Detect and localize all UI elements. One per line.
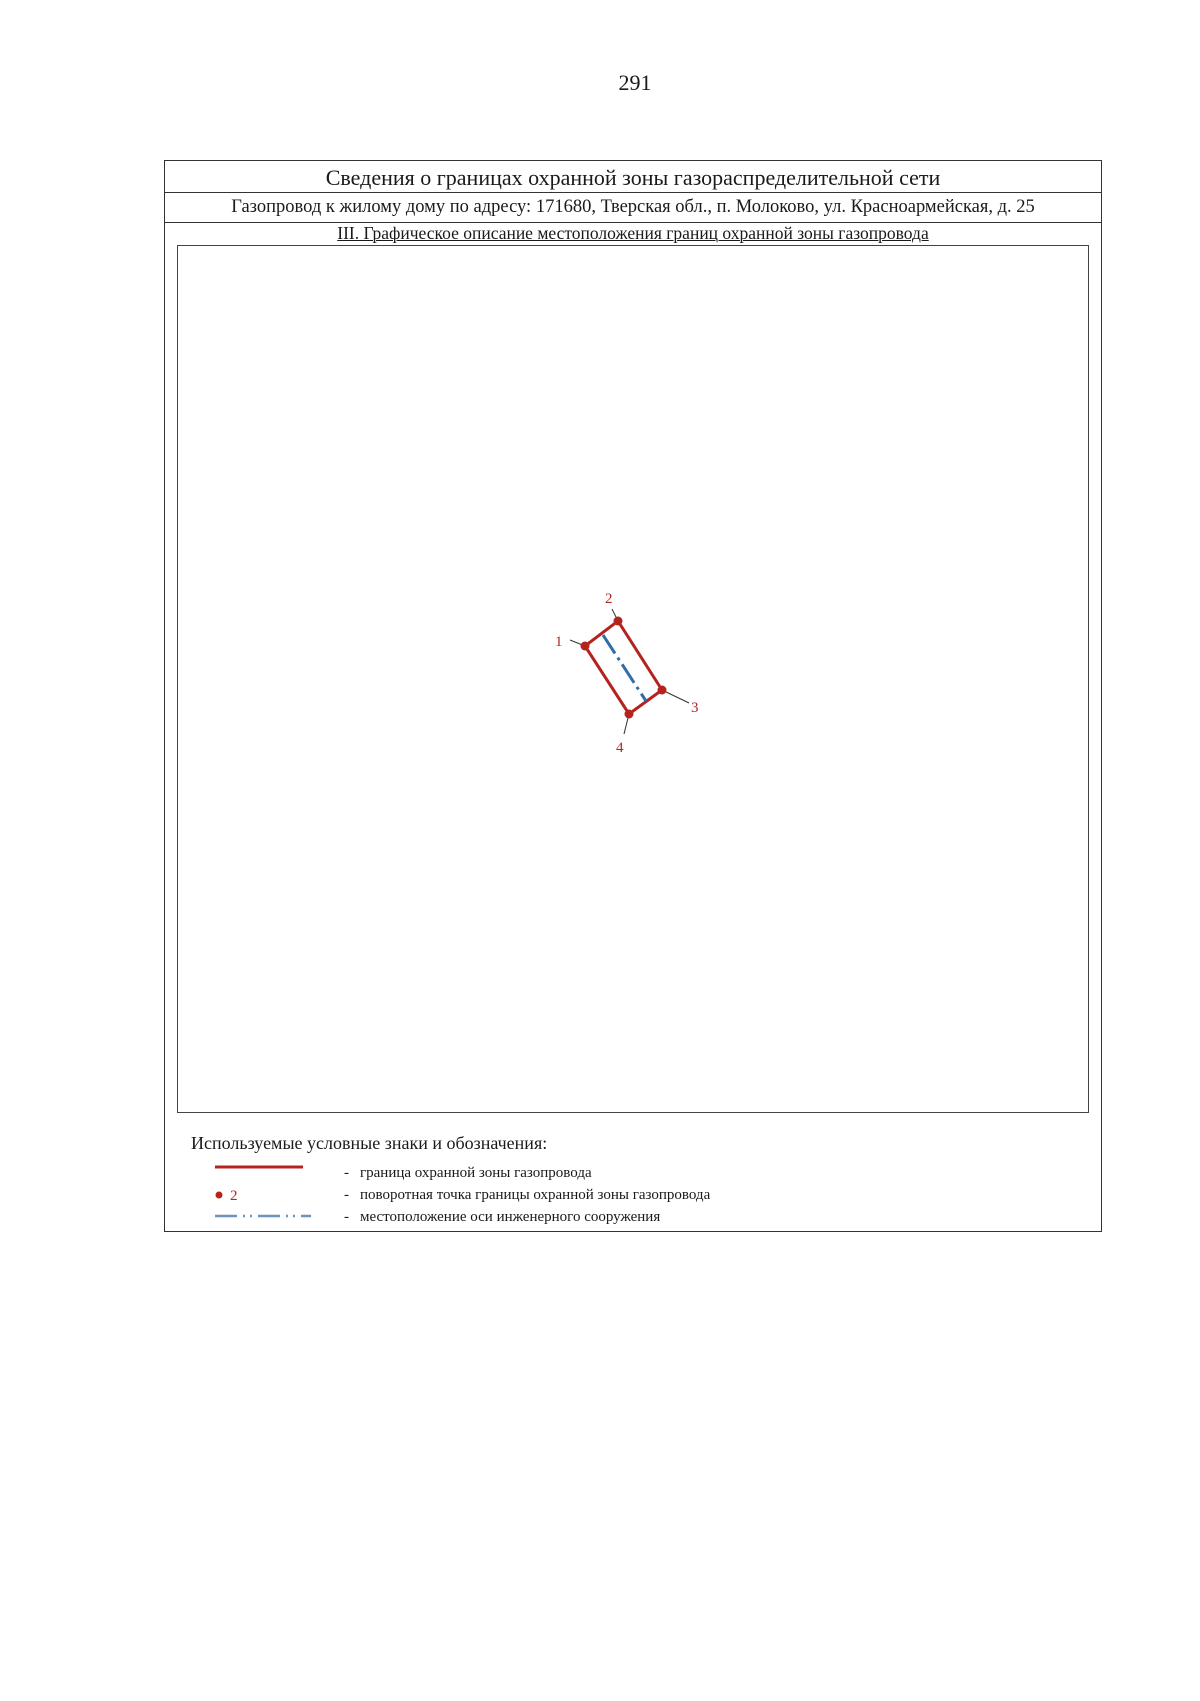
point-label-1: 1 (555, 634, 563, 650)
turning-point-3 (658, 686, 667, 695)
boundary-line-icon (203, 1163, 313, 1184)
document-frame (164, 160, 1102, 1232)
map-drawing (178, 246, 1088, 1112)
point-label-3: 3 (691, 700, 699, 716)
legend-separator: - (344, 1209, 349, 1225)
legend-title: Используемые условные знаки и обозначения: (191, 1133, 548, 1153)
point-label-4: 4 (616, 740, 624, 756)
legend-item-axis (191, 1207, 1071, 1228)
legend-item-boundary (191, 1163, 1071, 1184)
document-title: Сведения о границах охранной зоны газораспределительной сети (165, 161, 1101, 193)
legend-text: граница охранной зоны газопровода (360, 1165, 592, 1181)
section-heading-text: III. Графическое описание местоположения границ охранной зоны газопровода (337, 223, 929, 243)
turning-point-icon (203, 1185, 313, 1206)
point-label-2: 2 (605, 591, 613, 607)
legend-text: местоположение оси инженерного сооружения (360, 1209, 661, 1225)
page-number: 291 (618, 70, 652, 95)
legend (191, 1129, 1071, 1228)
turning-point-4 (625, 710, 634, 719)
turning-point-1 (581, 642, 590, 651)
legend-separator: - (344, 1165, 349, 1181)
legend-separator: - (344, 1187, 349, 1203)
section-heading (165, 223, 1101, 243)
pipeline-axis (603, 635, 646, 701)
document-subtitle: Газопровод к жилому дому по адресу: 171680, Тверская обл., п. Молоково, ул. Красноармейская, д. 25 (165, 193, 1101, 223)
map-area (177, 245, 1089, 1113)
legend-item-turning-point (191, 1185, 1071, 1206)
turning-point-2 (614, 617, 623, 626)
turning-point-sample-label: 2 (230, 1188, 238, 1204)
legend-text: поворотная точка границы охранной зоны газопровода (360, 1187, 711, 1203)
axis-line-icon (203, 1207, 313, 1228)
